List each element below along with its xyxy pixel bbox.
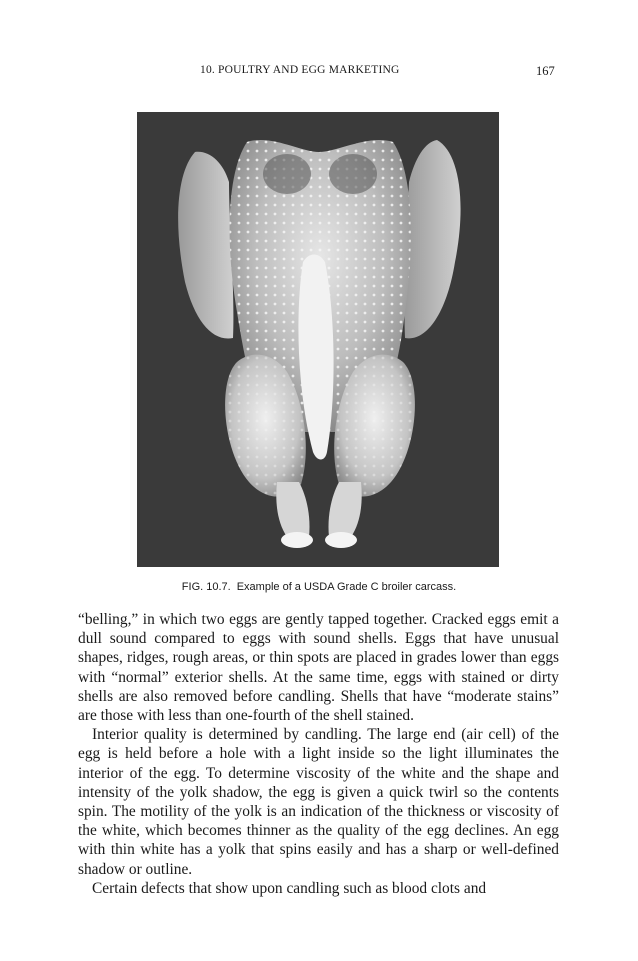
figure-label: FIG. 10.7.	[181, 581, 231, 593]
page-number: 167	[536, 64, 555, 78]
running-head: 10. POULTRY AND EGG MARKETING	[200, 64, 400, 76]
body-text	[78, 610, 559, 898]
figure-caption	[0, 581, 638, 593]
paragraph-interior-quality: Interior quality is determined by candling. The large end (air cell) of the egg is held before a hole with a light inside so the light illuminates the interior of the egg. To determine viscosity of the white and the shape and intensity of the yolk shadow, the egg is given a quick twirl so the contents spin. The motility of the yolk is an indication of the thickness or viscosity of the white, which becomes thinner as the quality of the egg declines. An egg with thin white has a yolk that spins easily and has a sharp or well-defined shadow or outline.	[78, 726, 559, 878]
page-header	[0, 64, 638, 82]
figure-caption-text: Example of a USDA Grade C broiler carcass.	[236, 581, 457, 593]
paragraph-belling: “belling,” in which two eggs are gently tapped together. Cracked eggs emit a dull sound compared to eggs with sound shells. Eggs that have unusual shapes, ridges, rough areas, or thin spots are placed in grades lower than eggs with “normal” exterior shells. At the same time, eggs with stained or dirty shells are also removed before candling. Shells that have “moderate stains” are those with less than one-fourth of the shell stained.	[78, 611, 559, 725]
paragraph-certain-defects: Certain defects that show upon candling such as blood clots and	[92, 879, 487, 897]
figure-photo-broiler-carcass	[137, 112, 499, 567]
broiler-carcass-illustration	[137, 112, 499, 567]
